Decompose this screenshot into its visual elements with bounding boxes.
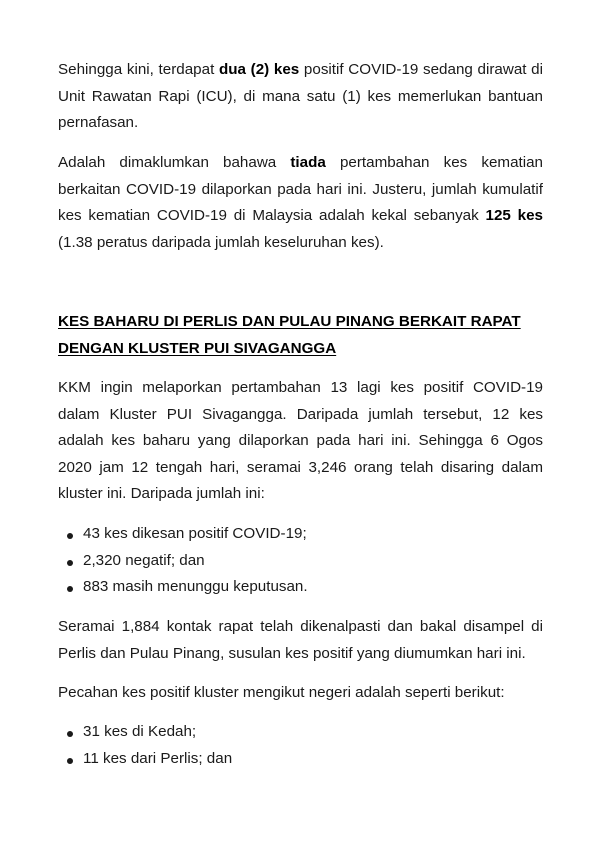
list-item-text: 2,320 negatif; dan: [83, 551, 205, 569]
list-item: [58, 719, 543, 746]
deaths-text-2: pertambahan kes kematian berkaitan COVID-19 dilaporkan pada hari ini. Justeru, jumlah kumulatif kes kematian COVID-19 di Malaysia adalah kekal sebanyak: [58, 154, 543, 224]
list-item-text: 11 kes dari Perlis; dan: [83, 749, 233, 767]
bullet-icon: [67, 533, 73, 539]
list-item: [58, 521, 543, 548]
section-heading: KES BAHARU DI PERLIS DAN PULAU PINANG BERKAIT RAPAT DENGAN KLUSTER PUI SIVAGANGGA: [58, 313, 521, 357]
list-item: [58, 548, 543, 575]
list-item: [58, 746, 543, 773]
bullet-icon: [67, 758, 73, 764]
list-item: [58, 574, 543, 601]
screening-list: [58, 521, 543, 601]
paragraph-cluster: KKM ingin melaporkan pertambahan 13 lagi kes positif COVID-19 dalam Kluster PUI Sivagangga. Daripada jumlah tersebut, 12 kes adalah kes baharu yang dilaporkan pada hari ini. Sehingga 6 Ogos 2020 jam 12 tengah hari, seramai 3,246 orang telah disaring dalam kluster ini. Daripada jumlah ini:: [58, 379, 543, 502]
paragraph-close-contacts: Seramai 1,884 kontak rapat telah dikenalpasti dan bakal disampel di Perlis dan Pulau Pinang, susulan kes positif yang diumumkan hari ini.: [58, 618, 543, 662]
deaths-text-1: Adalah dimaklumkan bahawa: [58, 154, 291, 171]
paragraph-deaths: [58, 150, 543, 256]
paragraph-icu-cases: [58, 57, 543, 137]
deaths-bold-none: tiada: [290, 154, 326, 171]
list-item-text: 31 kes di Kedah;: [83, 723, 197, 740]
icu-text-2: positif COVID-19 sedang dirawat di Unit Rawatan Rapi (ICU), di mana satu (1) kes memerlukan bantuan pernafasan.: [58, 61, 543, 131]
icu-bold-count: dua (2) kes: [218, 61, 300, 78]
bullet-icon: [67, 731, 73, 737]
bullet-icon: [67, 560, 73, 566]
list-item-text: 883 masih menunggu keputusan.: [83, 578, 308, 595]
paragraph-breakdown: Pecahan kes positif kluster mengikut negeri adalah seperti berikut:: [58, 684, 505, 701]
state-list: [58, 719, 543, 772]
bullet-icon: [67, 586, 73, 592]
icu-text-1: Sehingga kini, terdapat: [58, 61, 219, 78]
deaths-bold-total: 125 kes: [485, 207, 543, 224]
deaths-text-3: (1.38 peratus daripada jumlah keseluruhan kes).: [58, 233, 384, 251]
list-item-text: 43 kes dikesan positif COVID-19;: [83, 525, 307, 542]
